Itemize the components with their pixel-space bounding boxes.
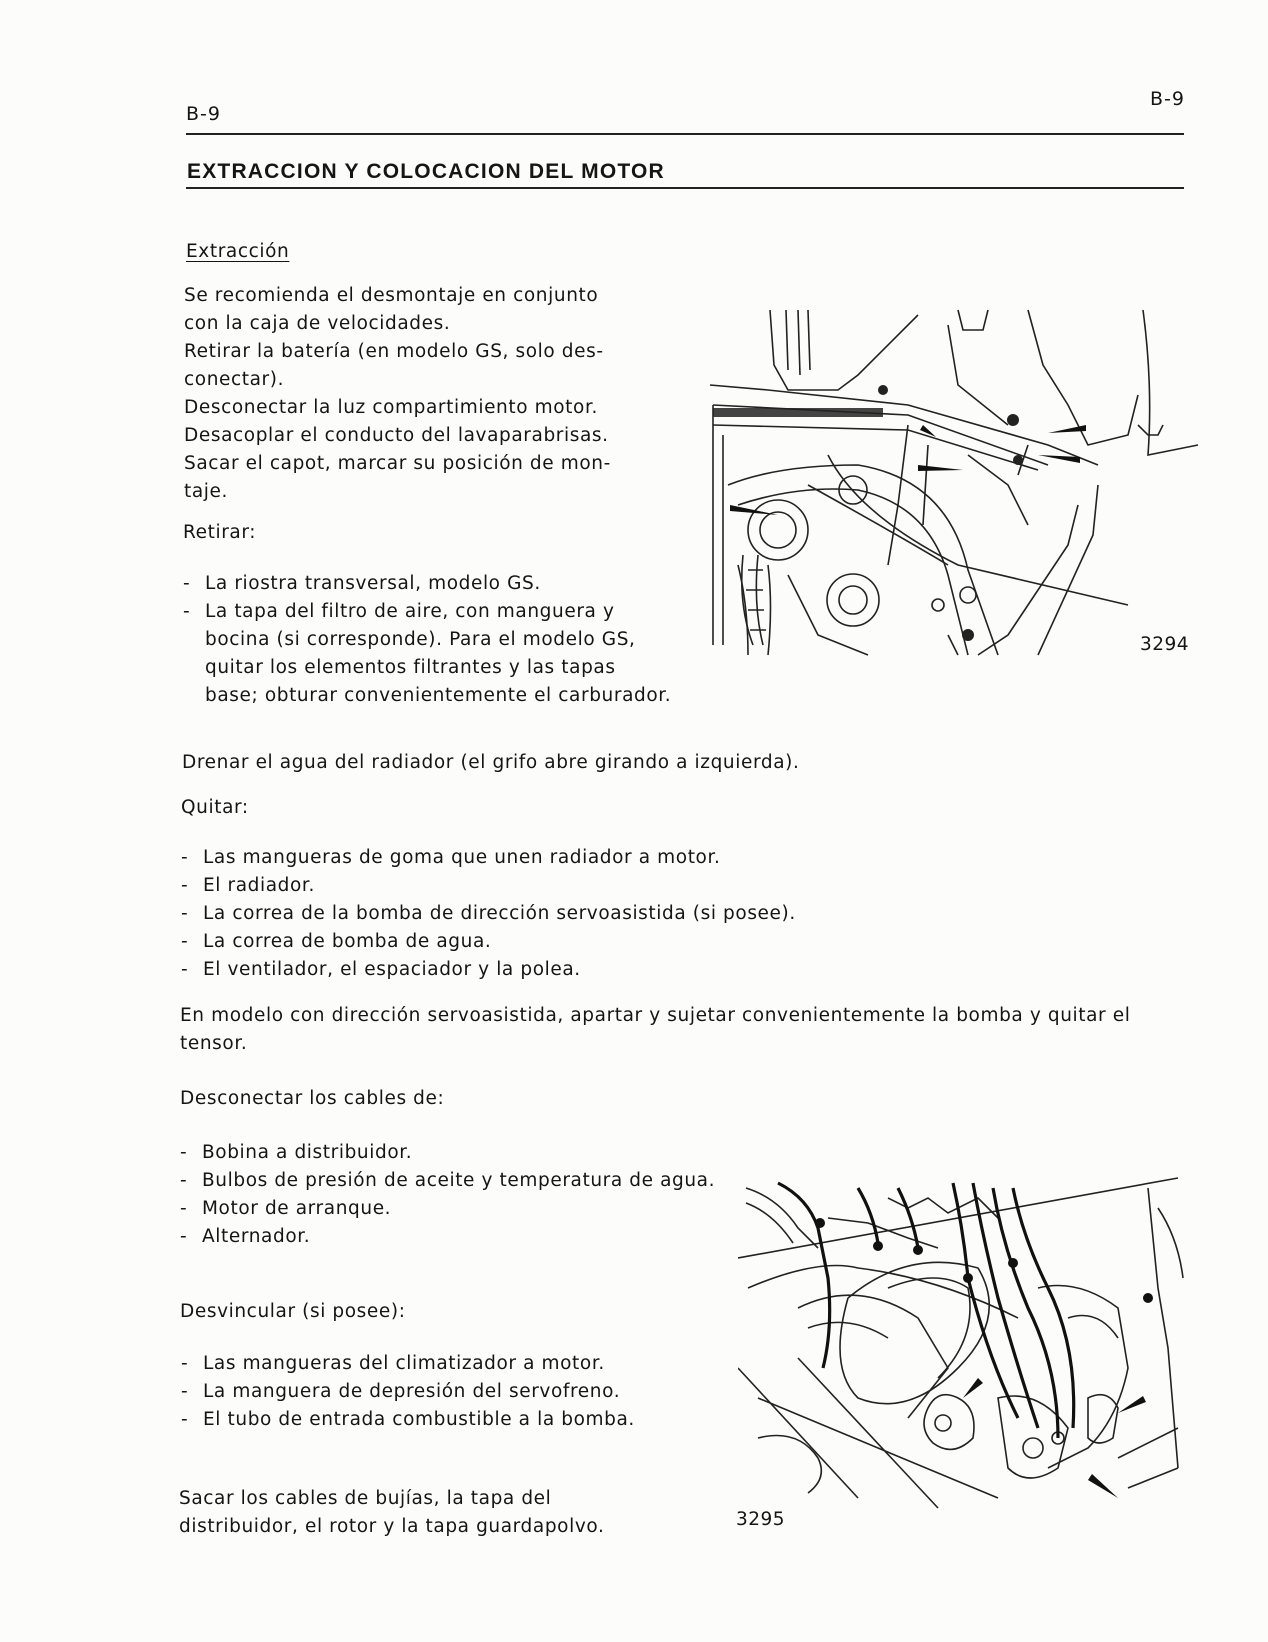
quitar-list <box>181 844 1081 984</box>
list-item: - El ventilador, el espaciador y la polea. <box>181 956 1081 984</box>
retirar-list <box>183 570 673 710</box>
text-line: Retirar la batería (en modelo GS, solo des- <box>184 341 604 362</box>
page-number-right: B-9 <box>1150 88 1185 110</box>
title-rule <box>186 187 1184 189</box>
list-item: - Bobina a distribuidor. <box>180 1139 760 1167</box>
section-heading-desconectar: Desconectar los cables de: <box>180 1088 445 1109</box>
section-heading-extraccion: Extracción <box>186 241 290 262</box>
list-item: - La tapa del filtro de aire, con manguera y bocina (si corresponde). Para el modelo GS, quitar los elementos filtrantes y las tapas base; obturar convenientemente el carburador. <box>183 598 673 710</box>
section-heading-desvincular: Desvincular (si posee): <box>180 1301 406 1322</box>
list-item: - El tubo de entrada combustible a la bomba. <box>181 1406 656 1434</box>
text-line: con la caja de velocidades. <box>184 313 451 334</box>
list-item: - La manguera de depresión del servofreno. <box>181 1378 656 1406</box>
list-item: - Bulbos de presión de aceite y temperatura de agua. <box>180 1167 760 1195</box>
list-item: - Alternador. <box>180 1223 760 1251</box>
section-heading-quitar: Quitar: <box>181 797 249 818</box>
text-line: Sacar el capot, marcar su posición de mon- <box>184 453 611 474</box>
page-number-left: B-9 <box>186 103 221 125</box>
list-item: - Motor de arranque. <box>180 1195 760 1223</box>
desconectar-list <box>180 1139 760 1251</box>
final-text: Sacar los cables de bujías, la tapa del distribuidor, el rotor y la tapa guardapolvo. <box>179 1488 605 1537</box>
engine-bay-illustration-3294 <box>708 305 1204 660</box>
desvincular-list <box>181 1350 656 1434</box>
text-line: Desacoplar el conducto del lavaparabrisas. <box>184 425 609 446</box>
engine-wiring-illustration-3295 <box>738 1168 1188 1513</box>
figure-number-3295: 3295 <box>736 1509 786 1530</box>
figure-number-3294: 3294 <box>1140 634 1190 655</box>
list-item: - Las mangueras de goma que unen radiador a motor. <box>181 844 1081 872</box>
text-line: conectar). <box>184 369 285 390</box>
page-title: EXTRACCION Y COLOCACION DEL MOTOR <box>187 160 665 183</box>
servo-text: En modelo con dirección servoasistida, apartar y sujetar convenientemente la bomba y quitar el tensor. <box>180 1005 1131 1054</box>
list-item: - La riostra transversal, modelo GS. <box>183 570 673 598</box>
extraccion-text <box>184 282 684 506</box>
list-item: - Las mangueras del climatizador a motor. <box>181 1350 656 1378</box>
list-item: - La correa de bomba de agua. <box>181 928 1081 956</box>
text-line: taje. <box>184 481 228 502</box>
text-line: Se recomienda el desmontaje en conjunto <box>184 285 599 306</box>
drenar-text: Drenar el agua del radiador (el grifo abre girando a izquierda). <box>182 752 800 773</box>
list-item: - El radiador. <box>181 872 1081 900</box>
text-line: Desconectar la luz compartimiento motor. <box>184 397 598 418</box>
list-item: - La correa de la bomba de dirección servoasistida (si posee). <box>181 900 1081 928</box>
top-rule <box>186 133 1184 135</box>
section-heading-retirar: Retirar: <box>183 522 257 543</box>
